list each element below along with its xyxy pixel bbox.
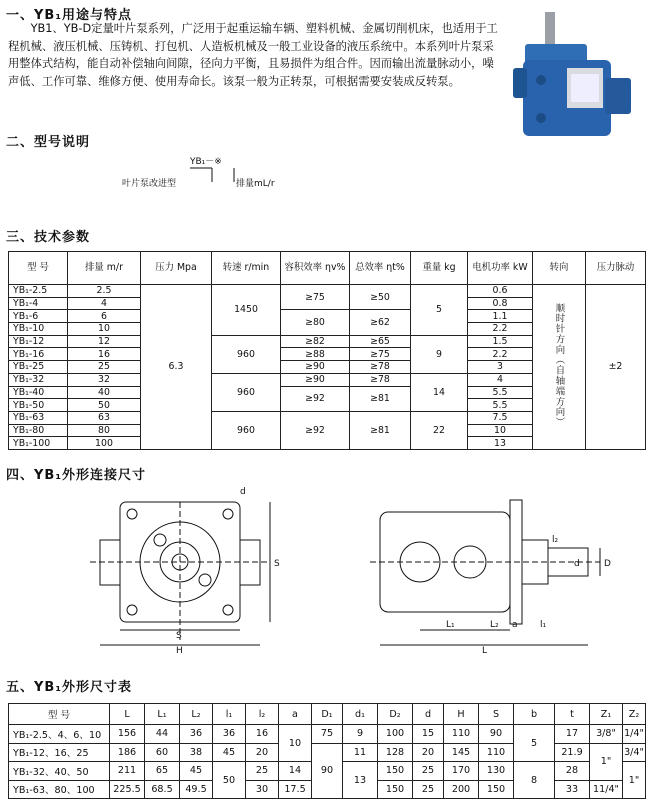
- tech-table: [8, 251, 646, 450]
- table-cell: 6: [68, 310, 141, 323]
- table-cell: YB₁-80: [9, 424, 68, 437]
- table-cell: 65: [145, 762, 180, 781]
- table-cell: 20: [246, 743, 279, 762]
- table-cell: 130: [479, 762, 514, 781]
- table-cell: L₁: [145, 704, 180, 725]
- table-cell: 0.8: [468, 297, 533, 310]
- table-cell: 60: [145, 743, 180, 762]
- pump-photo: [505, 8, 645, 148]
- table-cell: 960: [212, 335, 281, 373]
- table-cell: ≥50: [350, 285, 411, 310]
- table-cell: 150: [479, 780, 514, 799]
- table-cell: ≥80: [281, 310, 350, 335]
- label-S: S: [274, 559, 280, 569]
- table-cell: 90: [479, 725, 514, 744]
- label-d: d: [240, 487, 246, 497]
- label-l1: l₁: [540, 620, 547, 630]
- table-cell: 1": [623, 762, 646, 799]
- table-cell: 90: [312, 743, 343, 799]
- table-cell: 25: [413, 762, 444, 781]
- table-cell: 225.5: [110, 780, 145, 799]
- model-code-diagram: [100, 150, 340, 200]
- table-cell: 25: [246, 762, 279, 781]
- table-cell: 21.9: [555, 743, 590, 762]
- table-cell: 17: [555, 725, 590, 744]
- table-cell: 68.5: [145, 780, 180, 799]
- table-cell: 100: [378, 725, 413, 744]
- table-cell: 211: [110, 762, 145, 781]
- table-cell: 40: [68, 386, 141, 399]
- table-cell: S: [479, 704, 514, 725]
- table-cell: 12: [68, 335, 141, 348]
- table-cell: YB₁-4: [9, 297, 68, 310]
- table-cell: 45: [180, 762, 213, 781]
- table-cell: a: [279, 704, 312, 725]
- table-cell: YB₁-2.5: [9, 285, 68, 298]
- table-cell: 49.5: [180, 780, 213, 799]
- table-cell: t: [555, 704, 590, 725]
- table-cell: 36: [180, 725, 213, 744]
- table-cell: 2.2: [468, 323, 533, 336]
- table-cell: 10: [468, 424, 533, 437]
- table-cell: 22: [411, 411, 468, 449]
- table-cell: ≥92: [281, 386, 350, 411]
- table-cell: 14: [411, 373, 468, 411]
- th-direction: 转向: [533, 252, 586, 285]
- table-cell: YB₁-40: [9, 386, 68, 399]
- table-cell: 17.5: [279, 780, 312, 799]
- th-teff: 总效率 ηt%: [350, 252, 411, 285]
- table-cell: L₂: [180, 704, 213, 725]
- table-cell: d: [413, 704, 444, 725]
- model-code: YB₁－※: [190, 157, 222, 167]
- table-cell: d₁: [343, 704, 378, 725]
- section-title-3: 三、技术参数: [6, 230, 91, 245]
- table-cell: 9: [411, 335, 468, 373]
- table-cell: 25: [413, 780, 444, 799]
- pressure-cell: 6.3: [141, 285, 212, 450]
- table-cell: 3: [468, 361, 533, 374]
- table-cell: 38: [180, 743, 213, 762]
- table-cell: 5: [411, 285, 468, 336]
- table-cell: YB₁-63、80、100: [9, 780, 110, 799]
- table-cell: 5.5: [468, 399, 533, 412]
- table-cell: 28: [555, 762, 590, 781]
- table-cell: 33: [555, 780, 590, 799]
- pulse-cell: ±2: [586, 285, 646, 450]
- table-cell: YB₁-12、16、25: [9, 743, 110, 762]
- table-cell: ≥90: [281, 361, 350, 374]
- table-cell: 9: [343, 725, 378, 744]
- table-cell: 150: [378, 762, 413, 781]
- table-cell: YB₁-32: [9, 373, 68, 386]
- table-cell: 128: [378, 743, 413, 762]
- table-cell: 7.5: [468, 411, 533, 424]
- table-cell: 170: [444, 762, 479, 781]
- table-cell: 63: [68, 411, 141, 424]
- table-cell: ≥81: [350, 411, 411, 449]
- th-power: 电机功率 kW: [468, 252, 533, 285]
- section-title-5: 五、YB₁外形尺寸表: [6, 680, 133, 695]
- section-title-2: 二、型号说明: [6, 135, 91, 150]
- table-cell: ≥62: [350, 310, 411, 335]
- table-cell: 16: [68, 348, 141, 361]
- dimension-drawing: [0, 480, 650, 655]
- table-cell: 10: [68, 323, 141, 336]
- table-cell: 2.5: [68, 285, 141, 298]
- table-cell: 3/8": [590, 725, 623, 744]
- table-cell: 1/4": [623, 725, 646, 744]
- direction-cell: 顺时针方向（自轴端方向）: [533, 285, 586, 450]
- th-speed: 转速 r/min: [212, 252, 281, 285]
- table-cell: 4: [68, 297, 141, 310]
- th-pressure: 压力 Mpa: [141, 252, 212, 285]
- table-cell: ≥92: [281, 411, 350, 449]
- table-cell: 100: [68, 437, 141, 450]
- table-cell: 200: [444, 780, 479, 799]
- table-cell: L: [110, 704, 145, 725]
- table-cell: 110: [479, 743, 514, 762]
- table-cell: ≥78: [350, 373, 411, 386]
- table-cell: 1": [590, 743, 623, 780]
- label-a: a: [512, 620, 518, 630]
- table-cell: ≥81: [350, 386, 411, 411]
- label-l2: l₂: [552, 535, 559, 545]
- table-cell: 960: [212, 411, 281, 449]
- label-L1: L₁: [446, 620, 455, 630]
- table-cell: 13: [343, 762, 378, 799]
- table-cell: 80: [68, 424, 141, 437]
- table-cell: 36: [213, 725, 246, 744]
- model-code-left: 叶片泵改进型: [122, 179, 177, 189]
- table-cell: ≥90: [281, 373, 350, 386]
- table-cell: YB₁-63: [9, 411, 68, 424]
- table-cell: 25: [68, 361, 141, 374]
- table-cell: 2.2: [468, 348, 533, 361]
- table-cell: 20: [413, 743, 444, 762]
- table-cell: 50: [213, 762, 246, 799]
- table-cell: 11/4": [590, 780, 623, 799]
- table-cell: Z₂: [623, 704, 646, 725]
- table-cell: YB₁-6: [9, 310, 68, 323]
- table-cell: 1.1: [468, 310, 533, 323]
- table-cell: ≥75: [350, 348, 411, 361]
- table-cell: 型 号: [9, 704, 110, 725]
- table-cell: 16: [246, 725, 279, 744]
- table-cell: 44: [145, 725, 180, 744]
- th-disp: 排量 m/r: [68, 252, 141, 285]
- table-cell: 960: [212, 373, 281, 411]
- section-title-1: 一、YB₁用途与特点: [6, 8, 133, 23]
- table-cell: 186: [110, 743, 145, 762]
- table-cell: 1450: [212, 285, 281, 336]
- dims-table: [8, 703, 646, 799]
- table-cell: YB₁-2.5、4、6、10: [9, 725, 110, 744]
- table-cell: Z₁: [590, 704, 623, 725]
- table-cell: 50: [68, 399, 141, 412]
- table-cell: b: [514, 704, 555, 725]
- table-cell: 110: [444, 725, 479, 744]
- model-code-right: 排量mL/r: [236, 179, 275, 189]
- table-cell: 75: [312, 725, 343, 744]
- table-cell: 0.6: [468, 285, 533, 298]
- table-cell: 150: [378, 780, 413, 799]
- table-cell: 11: [343, 743, 378, 762]
- table-cell: 3/4": [623, 743, 646, 762]
- table-cell: ≥78: [350, 361, 411, 374]
- table-cell: 145: [444, 743, 479, 762]
- table-cell: 14: [279, 762, 312, 781]
- table-cell: 32: [68, 373, 141, 386]
- label-L2: L₂: [490, 620, 499, 630]
- label-H: H: [176, 646, 183, 655]
- table-cell: YB₁-16: [9, 348, 68, 361]
- table-cell: 15: [413, 725, 444, 744]
- table-cell: H: [444, 704, 479, 725]
- label-L: L: [482, 646, 488, 655]
- label-d-shaft: d: [574, 559, 580, 569]
- table-cell: 30: [246, 780, 279, 799]
- label-D: D: [604, 559, 611, 569]
- table-cell: 8: [514, 762, 555, 799]
- table-cell: D₁: [312, 704, 343, 725]
- table-cell: 5.5: [468, 386, 533, 399]
- section-title-4: 四、YB₁外形连接尺寸: [6, 468, 147, 483]
- table-cell: YB₁-100: [9, 437, 68, 450]
- table-cell: YB₁-50: [9, 399, 68, 412]
- table-cell: YB₁-10: [9, 323, 68, 336]
- table-cell: l₁: [213, 704, 246, 725]
- table-cell: l₂: [246, 704, 279, 725]
- table-cell: YB₁-12: [9, 335, 68, 348]
- table-cell: D₂: [378, 704, 413, 725]
- table-cell: YB₁-32、40、50: [9, 762, 110, 781]
- table-cell: YB₁-25: [9, 361, 68, 374]
- table-cell: 13: [468, 437, 533, 450]
- table-cell: ≥82: [281, 335, 350, 348]
- table-cell: 45: [213, 743, 246, 762]
- label-S-bottom: S: [176, 631, 182, 641]
- table-cell: ≥75: [281, 285, 350, 310]
- th-pulse: 压力脉动: [586, 252, 646, 285]
- table-cell: 10: [279, 725, 312, 762]
- th-model: 型 号: [9, 252, 68, 285]
- table-cell: 156: [110, 725, 145, 744]
- table-cell: ≥88: [281, 348, 350, 361]
- table-cell: 5: [514, 725, 555, 762]
- intro-paragraph: YB1、YB-D定量叶片泵系列，广泛用于起重运输车辆、塑料机械、金属切削机床，也适用于工程机械、液压机械、压铸机、打包机、人造板机械及一般工业设备的液压系统中。本系列叶片泵采用整体式结构，能自动补偿轴向间隙，径向力平衡，且易损件为组合件。因而输出流量脉动小，噪声低、工作可靠、维修方便、使用寿命长。该泵一般为正转泵，可根据需要安装成反转泵。: [8, 22, 498, 88]
- table-cell: 4: [468, 373, 533, 386]
- th-veff: 容积效率 ηv%: [281, 252, 350, 285]
- th-weight: 重量 kg: [411, 252, 468, 285]
- table-cell: ≥65: [350, 335, 411, 348]
- table-cell: 1.5: [468, 335, 533, 348]
